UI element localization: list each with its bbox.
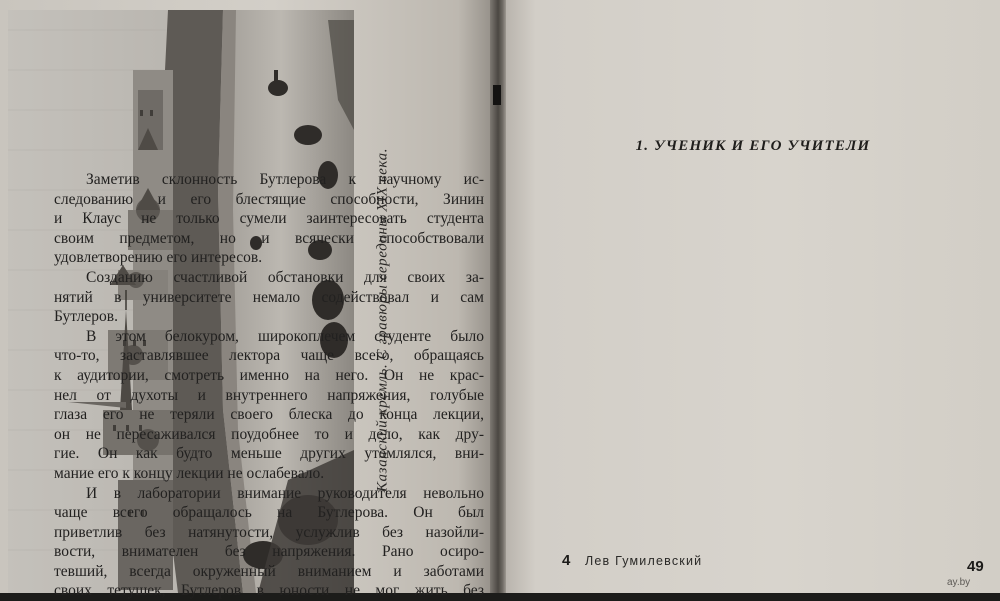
illustration-caption: Казанский кремль. С гравюры середины XIX века.: [374, 147, 391, 493]
text-line: Созданию счастливой обстановки для своих за-: [86, 268, 484, 286]
text-line: вости, внимателен без напряжения. Рано осиро-: [54, 543, 484, 561]
text-line: и Клаус не только сумели заинтересовать студента: [54, 210, 484, 228]
watermark: ay.by: [947, 577, 971, 588]
text-line: к аудитории, смотреть именно на него. Он не крас-: [54, 366, 484, 384]
gutter-mark: [493, 85, 501, 105]
text-line: В этом белокуром, широкоплечем студенте было: [86, 327, 484, 345]
text-line: И в лаборатории внимание руководителя невольно: [86, 484, 484, 502]
text-line: чаще всего обращалось на Бутлерова. Он был: [54, 504, 484, 522]
text-line: своим предметом, но и всячески способствовали: [54, 229, 484, 247]
text-line: нятий в университете немало содействовал и сам: [54, 288, 484, 306]
text-line: Заметив склонность Бутлерова к научному ис-: [86, 171, 484, 188]
text-line: что-то, заставлявшее лектора чаще всего, обращаясь: [54, 347, 484, 365]
text-line: глаза его не теряли своего блеска до конца лекции,: [54, 406, 484, 424]
text-line: тевший, всегда окруженный вниманием и заботами: [54, 562, 484, 580]
folio-number-left: 4: [562, 552, 571, 569]
text-line: мание его к концу лекции не ослабевало.: [54, 464, 325, 482]
folio-author: Лев Гумилевский: [585, 554, 703, 568]
text-line: своих тетушек, Бутлеров в юности не мог жить без: [54, 582, 484, 600]
page-number: 49: [967, 558, 984, 575]
text-line: следованию и его блестящие способности, Зинин: [54, 190, 484, 208]
chapter-title: 1. УЧЕНИК И ЕГО УЧИТЕЛИ: [635, 138, 871, 154]
text-line: приветлив без натянутости, услужлив без назойли-: [54, 523, 484, 541]
right-page: [506, 0, 1000, 593]
text-line: он не пересаживался поудобнее то и дело, как дру-: [54, 425, 484, 443]
text-line: удовлетворению его интересов.: [54, 249, 263, 267]
text-line: нел от духоты и внутреннего напряжения, голубые: [54, 386, 484, 404]
text-line: гие. Он как будто меньше других утомлялся, вни-: [54, 445, 484, 463]
text-line: Бутлеров.: [54, 308, 118, 326]
body-text: [54, 170, 484, 601]
